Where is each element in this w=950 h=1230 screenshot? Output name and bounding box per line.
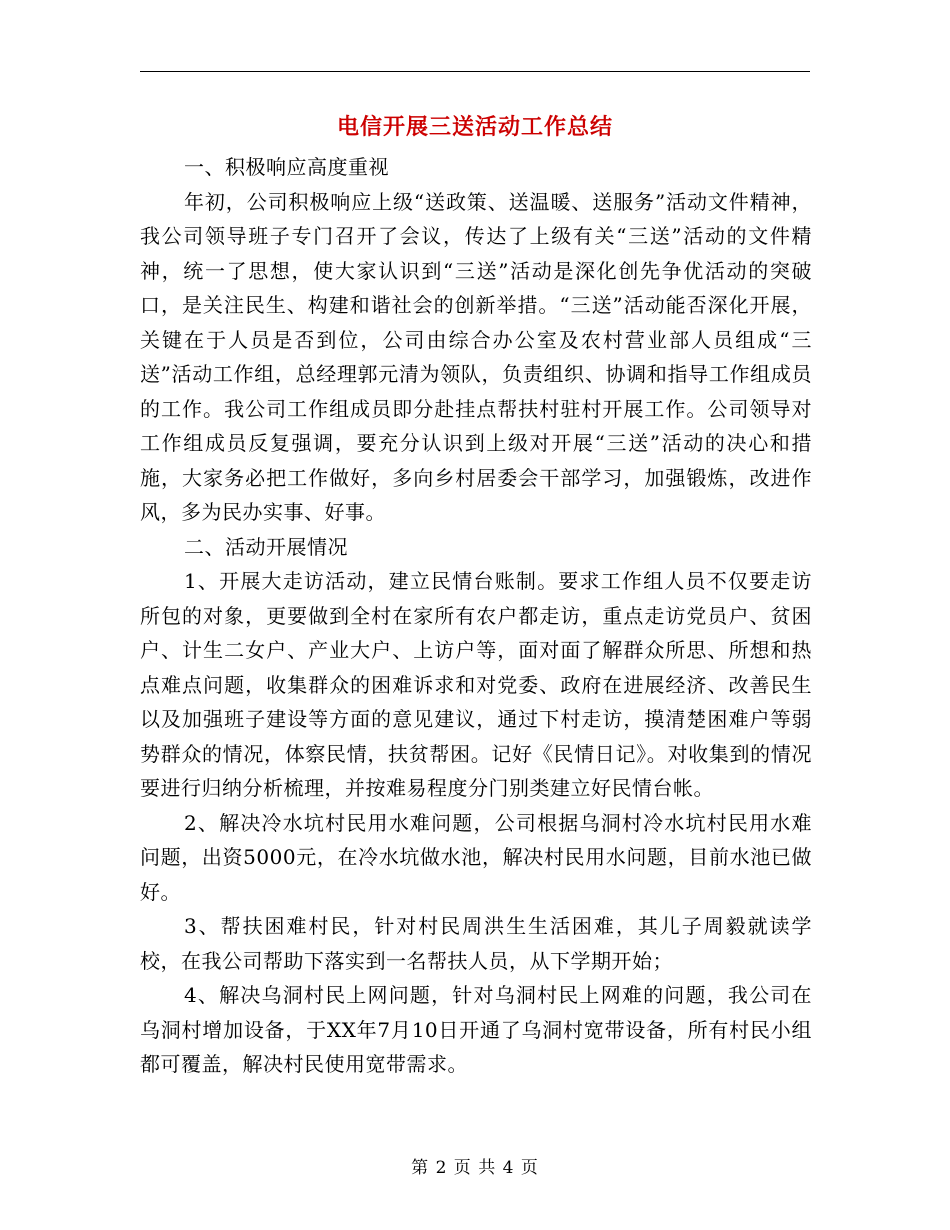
- header-rule: [140, 71, 810, 72]
- document-title: 电信开展三送活动工作总结: [336, 114, 613, 140]
- paragraph-4: 3、帮扶困难村民，针对村民周洪生生活困难，其儿子周毅就读学校，在我公司帮助下落实到一名帮扶人员，从下学期开始；: [140, 914, 812, 973]
- paragraph-1: 年初，公司积极响应上级“送政策、送温暖、送服务”活动文件精神，我公司领导班子专门召开了会议，传达了上级有关“三送”活动的文件精神，统一了思想，使大家认识到“三送”活动是深化创先争优活动的突破口，是关注民生、构建和谐社会的创新举措。“三送”活动能否深化开展，关键在于人员是否到位，公司由综合办公室及农村营业部人员组成“三送”活动工作组，总经理郭元清为领队，负责组织、协调和指导工作组成员的工作。我公司工作组成员即分赴挂点帮扶村驻村开展工作。公司领导对工作组成员反复强调，要充分认识到上级对开展“三送”活动的决心和措施，大家务必把工作做好，多向乡村居委会干部学习，加强锻炼，改进作风，多为民办实事、好事。: [140, 189, 812, 524]
- paragraph-2: 1、开展大走访活动，建立民情台账制。要求工作组人员不仅要走访所包的对象，更要做到全村在家所有农户都走访，重点走访党员户、贫困户、计生二女户、产业大户、上访户等，面对面了解群众所思、所想和热点难点问题，收集群众的困难诉求和对党委、政府在进展经济、改善民生以及加强班子建设等方面的意见建议，通过下村走访，摸清楚困难户等弱势群众的情况，体察民情，扶贫帮困。记好《民情日记》。对收集到的情况要进行归纳分析梳理，并按难易程度分门别类建立好民情台帐。: [140, 569, 812, 800]
- paragraph-5: 4、解决乌洞村民上网问题，针对乌洞村民上网难的问题，我公司在乌洞村增加设备，于XX年7月10日开通了乌洞村宽带设备，所有村民小组都可覆盖，解决村民使用宽带需求。: [140, 983, 812, 1076]
- paragraph-3: 2、解决冷水坑村民用水难问题，公司根据乌洞村冷水坑村民用水难问题，出资5000元，在冷水坑做水池，解决村民用水问题，目前水池已做好。: [140, 810, 812, 904]
- page-number: 第 2 页 共 4 页: [411, 1158, 539, 1178]
- section-heading-1: 一、积极响应高度重视: [184, 155, 389, 179]
- document-body: [140, 150, 812, 1082]
- section-heading-2: 二、活动开展情况: [184, 534, 348, 559]
